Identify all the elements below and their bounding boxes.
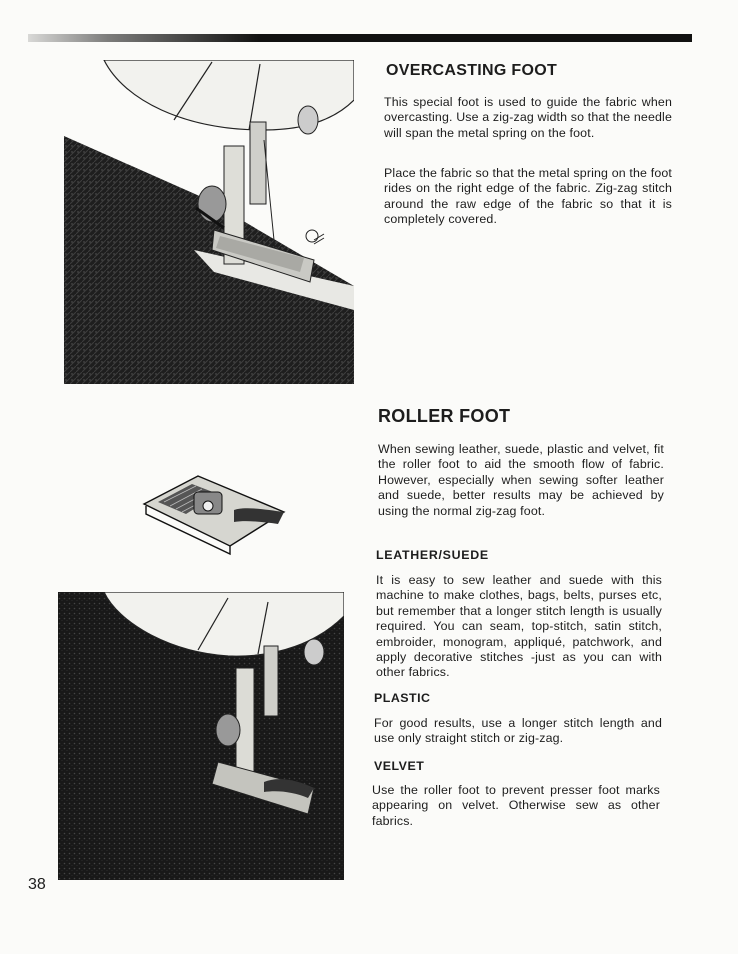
roller-foot-on-leather-photo [58,592,344,880]
roller-foot-heading: ROLLER FOOT [378,406,511,426]
overcasting-paragraph-2: Place the fabric so that the metal spring on the foot rides on the right edge of the fabric. Zig-zag stitch around the raw edge of the fabric so that it is completely covered. [384,166,672,227]
roller-foot-photo [138,462,288,558]
leather-suede-text: It is easy to sew leather and suede with this machine to make clothes, bags, belts, purses etc, but remember that a longer stitch length is usually required. You can seam, top-stitch, satin stitch, embroider, monogram, appliqué, patchwork, and apply decorative stitches -just as you can with other fabrics. [376,573,662,680]
roller-foot-intro: When sewing leather, suede, plastic and velvet, fit the roller foot to aid the smooth flow of fabric. However, especially when sewing softer leather and suede, better results may be achieved by using the normal zig-zag foot. [378,442,664,518]
velvet-text: Use the roller foot to prevent presser foot marks appearing on velvet. Otherwise sew as other fabrics. [372,783,660,828]
overcasting-paragraph-1: This special foot is used to guide the fabric when overcasting. Use a zig-zag width so that the needle will span the metal spring on the foot. [384,95,672,140]
leather-suede-subheading: LEATHER/SUEDE [376,548,489,562]
page-number: 38 [28,876,46,893]
overcasting-foot-heading: OVERCASTING FOOT [386,62,558,79]
plastic-subheading: PLASTIC [374,691,431,705]
plastic-text: For good results, use a longer stitch length and use only straight stitch or zig-zag. [374,716,662,746]
velvet-subheading: VELVET [374,759,425,773]
overcasting-foot-photo [64,60,354,384]
top-rule [28,34,692,42]
